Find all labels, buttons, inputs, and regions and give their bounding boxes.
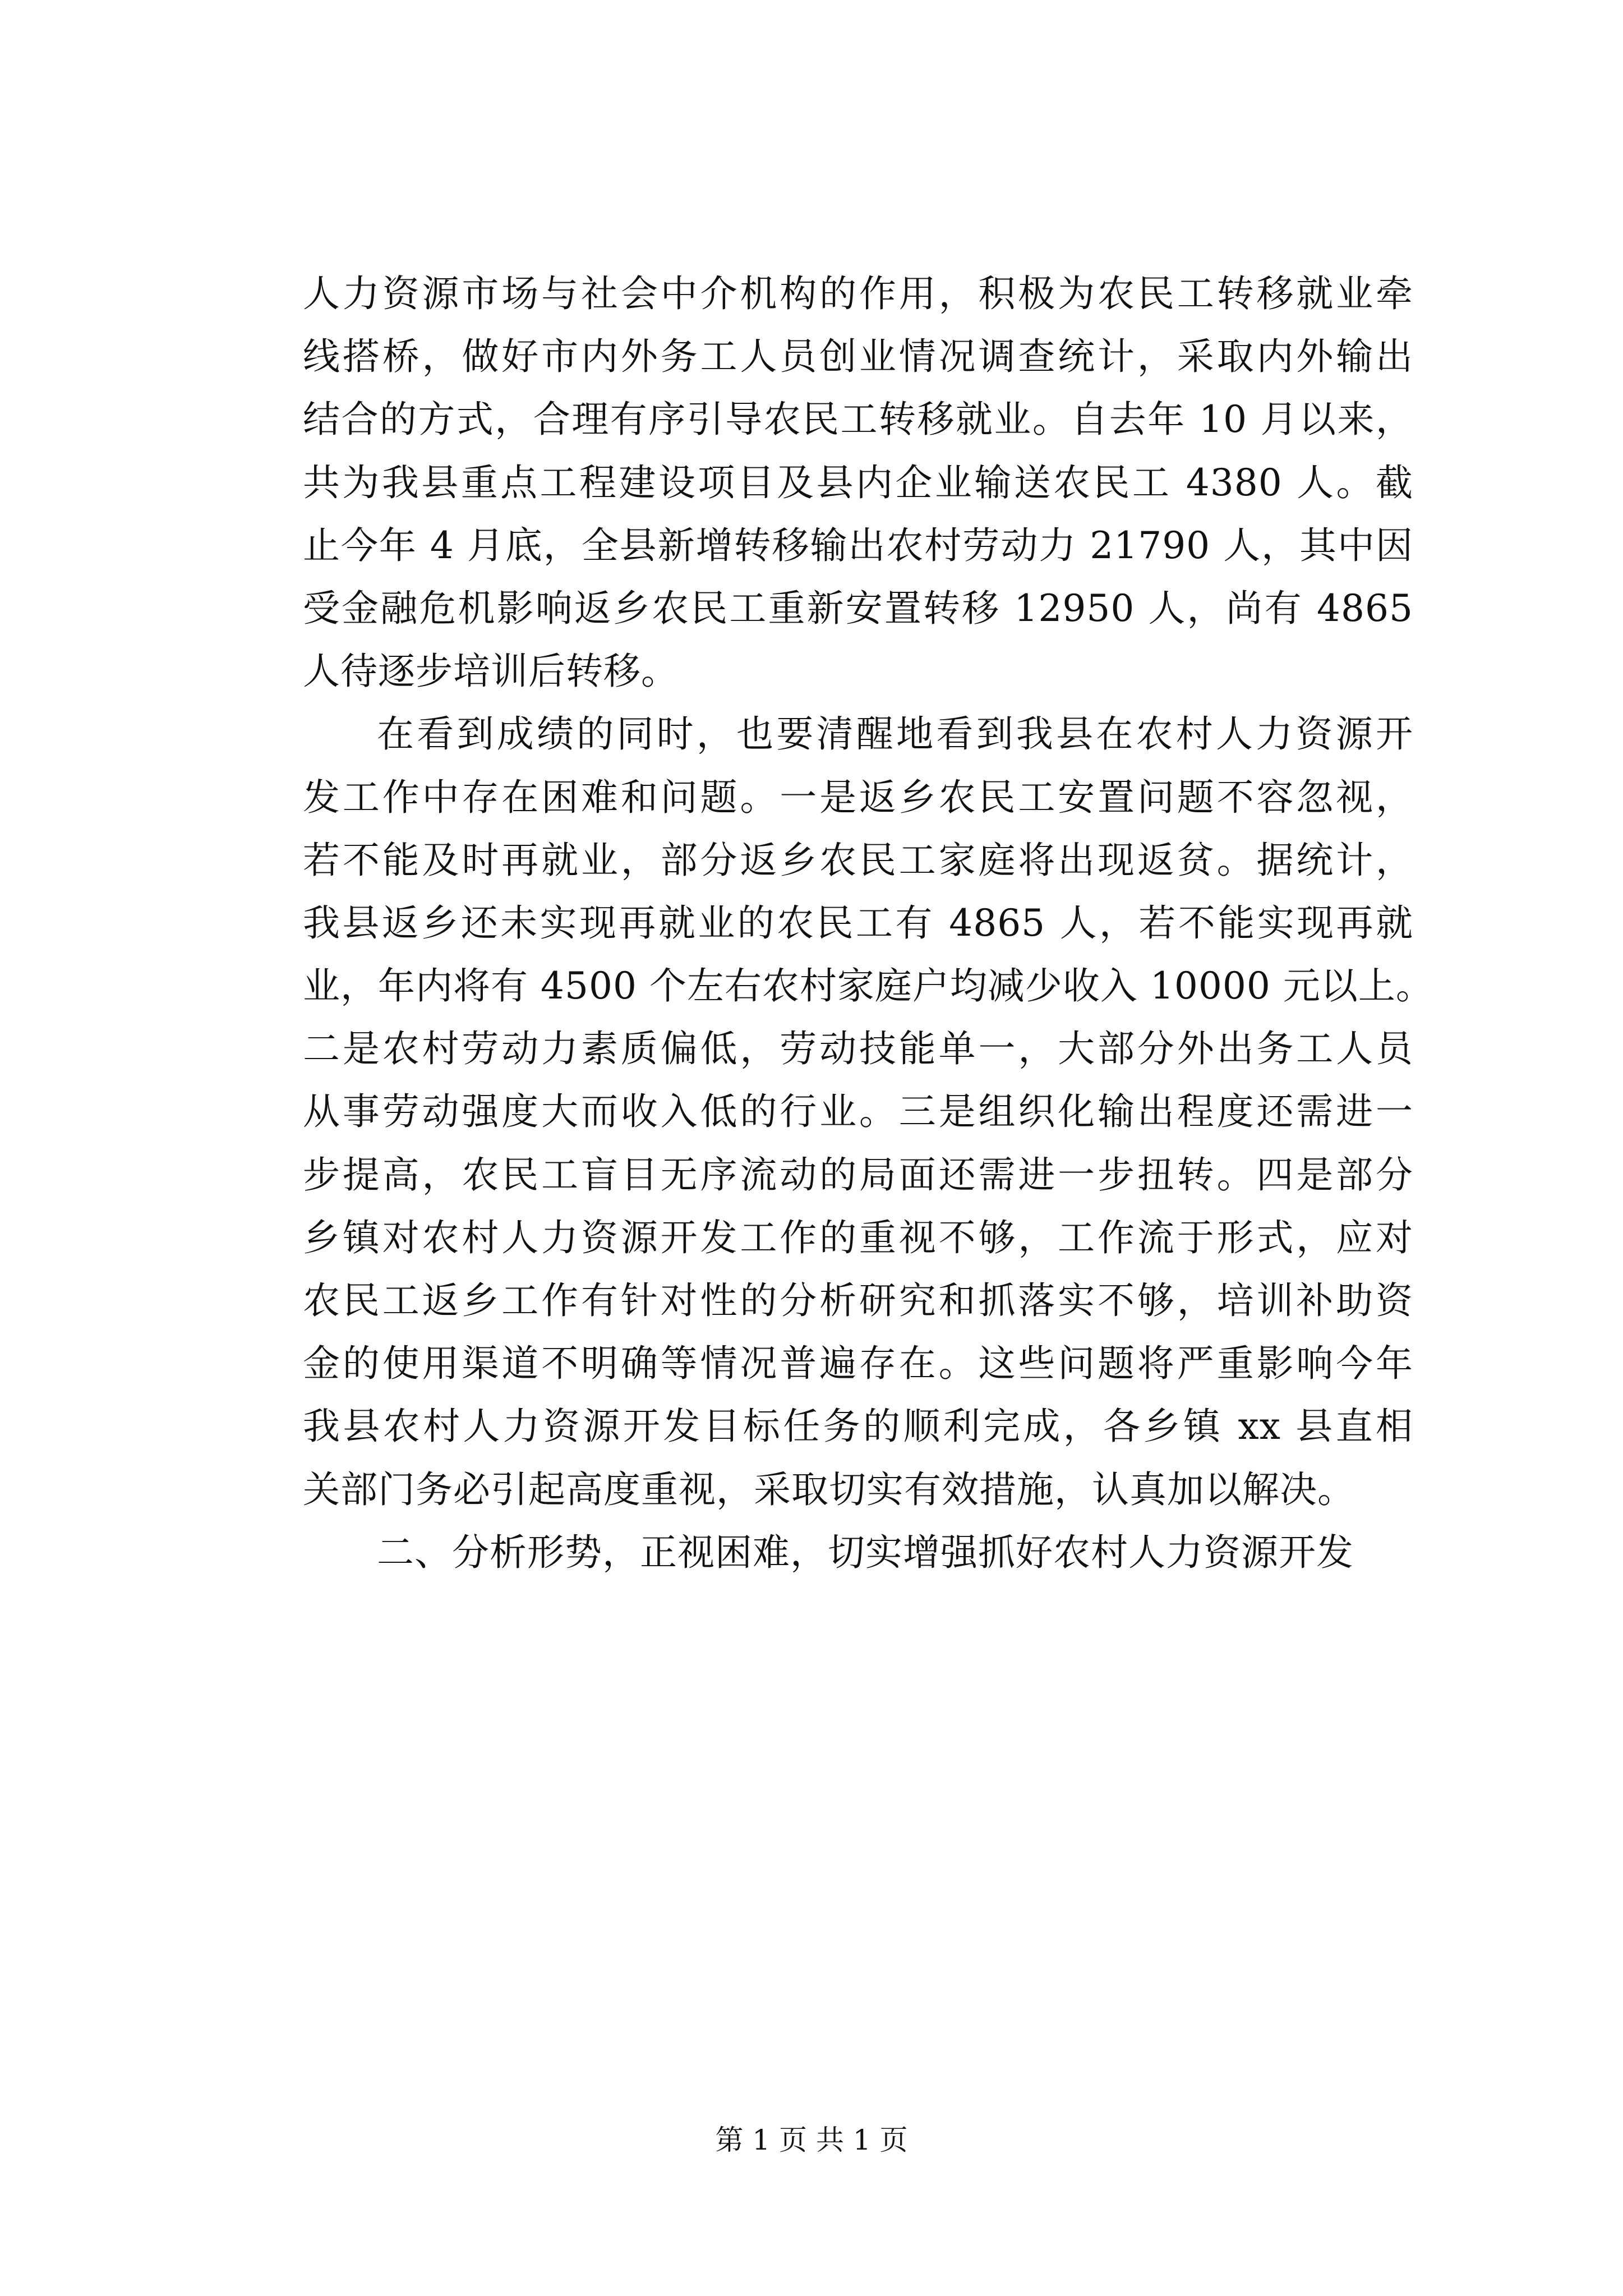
text-line: 若不能及时再就业，部分返乡农民工家庭将出现返贫。据统计， (303, 838, 1413, 882)
text-line: 人力资源市场与社会中介机构的作用，积极为农民工转移就业牵 (303, 272, 1413, 315)
paragraph (303, 703, 1433, 1521)
text-line: 共为我县重点工程建设项目及县内企业输送农民工 4380 人。截 (303, 461, 1413, 504)
paragraph (303, 263, 1413, 703)
text-line: 金的使用渠道不明确等情况普遍存在。这些问题将严重影响今年 (303, 1342, 1413, 1386)
text-line: 二、分析形势，正视困难，切实增强抓好农村人力资源开发 (377, 1530, 1354, 1574)
text-line: 止今年 4 月底，全县新增转移输出农村劳动力 21790 人，其中因 (303, 523, 1413, 567)
text-line: 二是农村劳动力素质偏低，劳动技能单一，大部分外出务工人员 (303, 1027, 1413, 1071)
text-line: 结合的方式，合理有序引导农民工转移就业。自去年 10 月以来， (303, 398, 1413, 441)
text-line: 业，年内将有 4500 个左右农村家庭户均减少收入 10000 元以上。 (303, 964, 1433, 1008)
text-line: 在看到成绩的同时，也要清醒地看到我县在农村人力资源开 (377, 712, 1413, 756)
text-line: 关部门务必引起高度重视，采取切实有效措施，认真加以解决。 (303, 1467, 1355, 1511)
paragraph (303, 1521, 1413, 1584)
text-line: 线搭桥，做好市内外务工人员创业情况调查统计，采取内外输出 (303, 335, 1413, 379)
text-line: 从事劳动强度大而收入低的行业。三是组织化输出程度还需进一 (303, 1090, 1413, 1134)
text-line: 我县农村人力资源开发目标任务的顺利完成，各乡镇 xx 县直相 (303, 1405, 1413, 1448)
text-line: 受金融危机影响返乡农民工重新安置转移 12950 人，尚有 4865 (303, 586, 1413, 630)
page-footer: 第 1 页 共 1 页 (715, 2124, 908, 2156)
text-line: 我县返乡还未实现再就业的农民工有 4865 人，若不能实现再就 (303, 901, 1413, 945)
text-line: 人待逐步培训后转移。 (303, 650, 679, 693)
text-line: 乡镇对农村人力资源开发工作的重视不够，工作流于形式，应对 (303, 1216, 1413, 1259)
text-line: 发工作中存在困难和问题。一是返乡农民工安置问题不容忽视， (303, 775, 1413, 819)
text-line: 步提高，农民工盲目无序流动的局面还需进一步扭转。四是部分 (303, 1153, 1413, 1197)
document-body (303, 263, 1433, 1584)
text-line: 农民工返乡工作有针对性的分析研究和抓落实不够，培训补助资 (303, 1279, 1413, 1322)
